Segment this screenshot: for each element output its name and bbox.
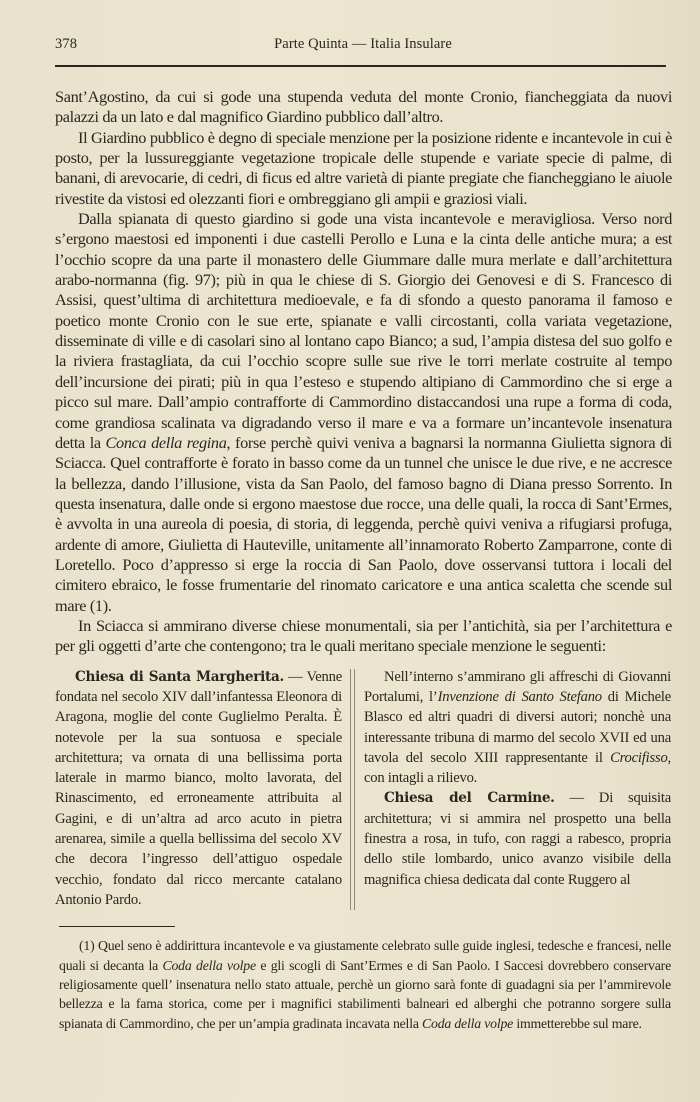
footnote-paragraph [59, 936, 671, 1033]
column-divider [350, 669, 355, 911]
italic-run: Coda della volpe [422, 1015, 514, 1031]
paragraph [55, 209, 672, 616]
paragraph: Sant’Agostino, da cui si gode una stupenda veduta del monte Cronio, fiancheggiata da nuovi palazzi da un lato e dal magnifico Giardino pubblico dall’altro. [55, 87, 672, 127]
paragraph [364, 788, 671, 889]
section-title: Chiesa di Santa Margherita. [75, 668, 284, 685]
text-run: , con intagli a rilievo. [364, 749, 671, 787]
paragraph [55, 667, 342, 911]
italic-run: Conca della regina [105, 432, 227, 452]
header-rule [55, 65, 666, 67]
page-header [55, 36, 671, 56]
paragraph: In Sciacca si ammirano diverse chiese monumentali, sia per l’antichità, sia per l’architettura e per gli oggetti d’arte che contengono; tra le quali meritano speciale menzione le seguenti: [55, 615, 672, 656]
text-run: di Michele Blasco ed altri quadri di diversi autori; nonchè una interessante tribuna di marmo del secolo XVII ed una tavola del secolo XIII rappresentante il [364, 688, 671, 766]
text-run: Dalla spianata di questo giardino si gode una vista incantevole e meravigliosa. Verso nord s’ergono maestosi ed imponenti i due castelli Perollo e Luna e la cinta delle antiche mura; a est l’occhio scopre da una parte il monastero delle Giummare dalle mura merlate e dall’architettura arabo-normanna (fig. 97); più in qua le chiese di S. Giorgio dei Genovesi e di S. Francesco di Assisi, quest’ultima di architettura medioevale, e fa di sfondo a questo panorama il famoso e poetico monte Cronio con le sue erte, spianate e valli circostanti, colla variata vegetazione, disseminate di ville e di casolari sino al lontano capo Bianco; a sud, l’ampia distesa del suo golfo e la riviera frastagliata, da cui l’occhio scopre sulle sue rive le torri merlate costruite al tempo dell’incursione dei pirati; più in qua l’esteso e stupendo altipiano di Cammordino che si erge a picco sul mare. Dall’ampio contrafforte di Cammordino distaccandosi una rupe a forma di coda, come grandiosa scalinata va digradando verso il mare e va a formare un’incantevole insenatura detta la [55, 209, 672, 452]
two-column-section [55, 667, 672, 911]
text-run: Nell’interno s’ammirano gli affreschi di Giovanni Portalumi, l’ [364, 668, 671, 705]
section-title: Chiesa del Carmine. [384, 790, 555, 807]
text-run: — Venne fondata nel secolo XIV dall’infantessa Eleonora di Aragona, moglie del conte Guglielmo Peralta. È notevole per la sua sontuosa e speciale architettura; va ornata di una bellissima porta laterale in marmo bianco, molto lavorata, del Rinascimento, ed erroneamente attribuita al Gagini, e di un’altra ad arco acuto in pietra arenarea, simile a quella bellissima del secolo XV che decora l’ingresso dell’attiguo ospedale vecchio, fondato dal ricco mercante catalano Antonio Pardo. [55, 668, 342, 908]
text-run: — Di squisita architettura; vi si ammira nel prospetto una bella finestra a rosa, in tufo, con raggi a rabesco, propria dello stile lombardo, unico avanzo visibile della magnifica chiesa dedicata dal conte Ruggero al [364, 790, 671, 888]
italic-run: Crocifisso [610, 749, 668, 766]
left-column [55, 667, 342, 911]
text-run: (1) Quel seno è addirittura incantevole e va giustamente celebrato sulle guide inglesi, tedesche e francesi, nelle quali si decanta la [59, 938, 671, 973]
right-column [364, 667, 671, 911]
italic-run: Coda della volpe [162, 957, 256, 973]
text-run: , forse perchè quivi veniva a bagnarsi la normanna Giulietta signora di Sciacca. Quel contrafforte è forato in basso come da un tunnel che unisce le due rive, e ne accresce la bellezza, dando l’illusione, vista da San Paolo, del famoso bagno di Diana presso Sorrento. In questa insenatura, dalle onde si ergono maestose due rocce, una delle quali, la rocca di Sant’Ermes, è avvolta in una aureola di poesia, di storia, di leggenda, perchè quivi veniva a rifugiarsi profuga, ardente di amore, Giulietta di Hauteville, unitamente all’innamorato Roberto Zamparrone, conte di Loretello. Poco d’appresso si erge la roccia di San Paolo, dove osservansi tuttora i locali del cimitero ebraico, le fosse frumentarie del rinomato caricatore e una antica scaletta che scende sul mare (1). [55, 432, 672, 615]
paragraph [364, 667, 671, 789]
running-title: Parte Quinta — Italia Insulare [274, 36, 452, 52]
text-run: immetterebbe sul mare. [513, 1015, 642, 1031]
footnote-rule [59, 926, 175, 927]
footnote [59, 936, 671, 1033]
page-number: 378 [55, 36, 78, 52]
italic-run: Invenzione di Santo Stefano [437, 688, 602, 705]
paragraph: Il Giardino pubblico è degno di speciale menzione per la posizione ridente e incantevole in cui è posto, per la lussureggiante vegetazione tropicale delle stupende e variate specie di palme, di banani, di arevocarie, di cedri, di ficus ed altre varietà di piante pregiate che fiancheggiano le aiuole rivestite da vistosi ed olezzanti fiori e ombreggiano gli ampii e graziosi viali. [55, 127, 672, 208]
main-text [55, 87, 672, 657]
text-run: e gli scogli di Sant’Ermes e di San Paolo. I Saccesi dovrebbero conservare religiosamente quell’ insenatura nello stato attuale, perchè un giorno sarà fonte di guadagni sia per l’ammirevole bellezza e la fama storica, come per i magnifici stabilimenti balneari ed alberghi che potranno sorgere sulla spianata di Cammordino, che per un’ampia gradinata incavata nella [59, 957, 671, 1031]
